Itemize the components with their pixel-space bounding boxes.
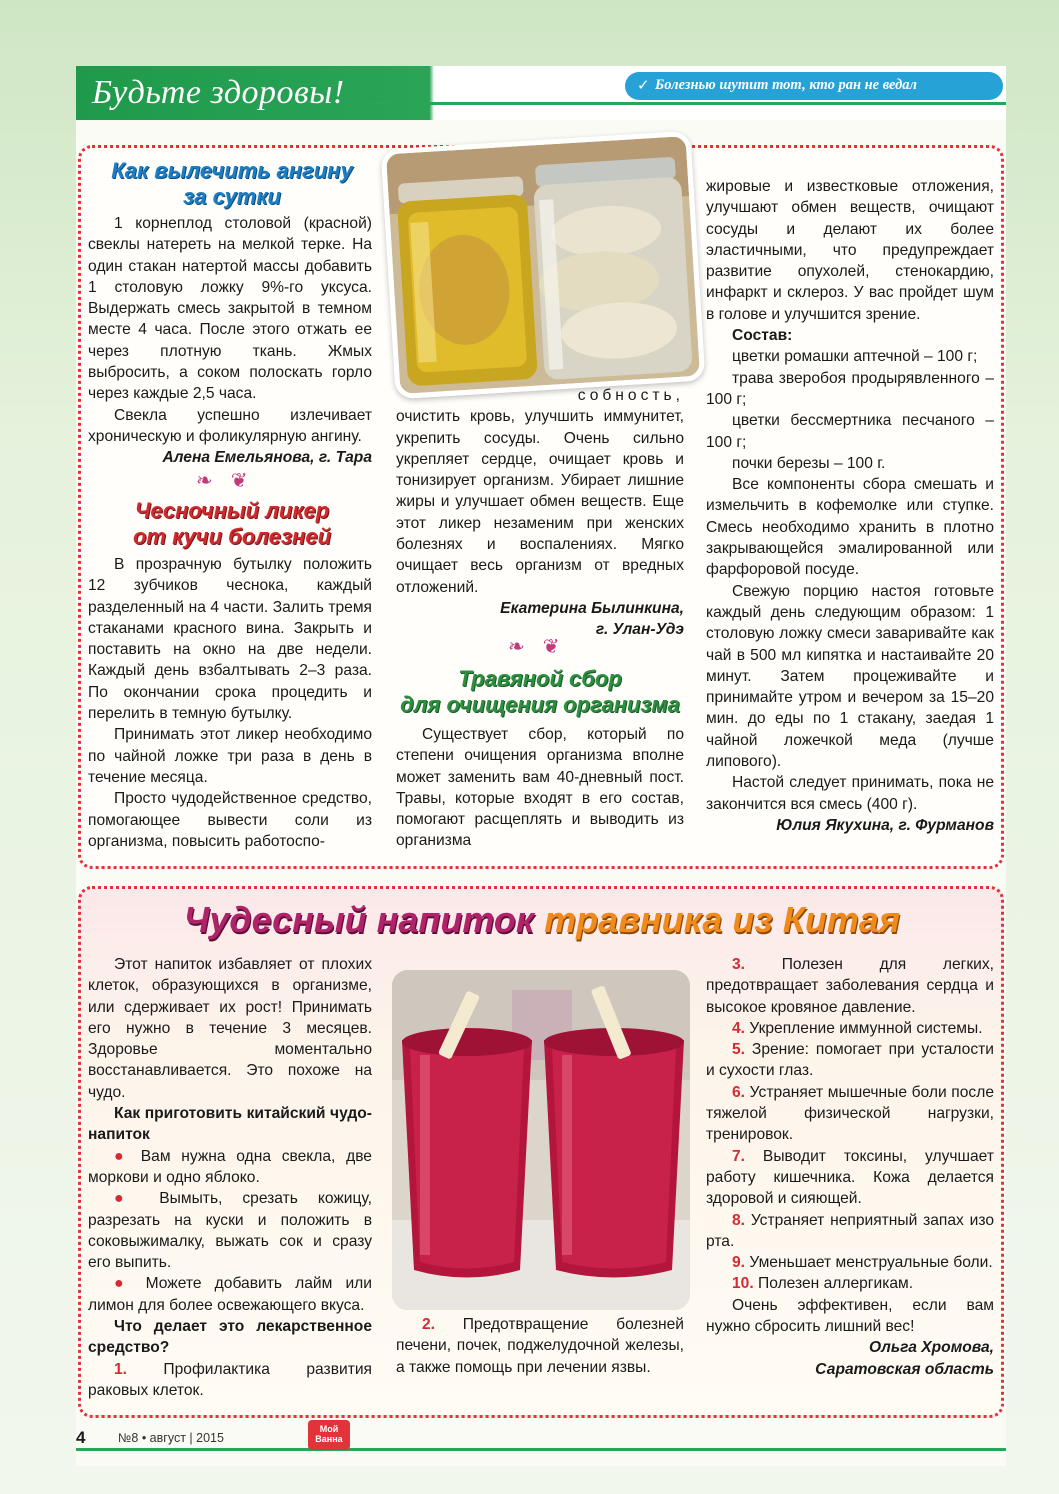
article1-paragraph: 1 корнеплод столовой (красной) свеклы натереть на мелкой терке. На один стакан натертой массы добавить 1 столовую ложку 9%-го уксуса. Выдержать смесь закрытой в темном месте 4 часа. После этого отжать ее через плотную ткань. Жмых выбросить, а соком полоскать горло через каждые 2,5 часа. <box>88 215 372 403</box>
article1-signature: Алена Емельянова, г. Тара <box>162 449 372 467</box>
list-text: Устраняет неприятный запах изо рта. <box>706 1211 994 1250</box>
article4-subheading: Что делает это лекарственное средство? <box>88 1318 372 1357</box>
list-number: 10. <box>732 1275 754 1293</box>
article1-title <box>92 158 372 210</box>
article4-list-item <box>706 954 994 1018</box>
list-text: Устраняет мышечные боли после тяжелой физической нагрузки, тренировок. <box>706 1083 994 1144</box>
article4-signature-region: Саратовская область <box>815 1360 994 1378</box>
article2-continuation: собность, <box>577 387 684 404</box>
section-title: Будьте здоровы! <box>92 74 345 111</box>
article2-signature-name: Екатерина Былинкина, <box>500 599 684 617</box>
bullet-dot-icon: ● <box>114 1147 131 1165</box>
article4-bullet <box>88 1146 372 1189</box>
logo-line1: Мой <box>319 1424 339 1434</box>
article4-bullet-text: Вам нужна одна свекла, две моркови и одно яблоко. <box>88 1147 372 1186</box>
list-number: 5. <box>732 1041 746 1059</box>
article3-ingredient: цветки бессмертника песчаного – 100 г; <box>706 412 994 451</box>
article3-ingredient: почки березы – 100 г. <box>732 454 886 472</box>
list-text: Полезен аллергикам. <box>758 1275 914 1293</box>
article4-body-col2 <box>396 1314 684 1378</box>
article2-body-col1 <box>88 554 372 852</box>
article4-list-item <box>706 1252 994 1273</box>
jars-illustration <box>386 136 700 394</box>
article4-paragraph: Этот напиток избавляет от плохих клеток, образующихся в организме, или сдерживает их рост! Принимать его нужно в течение 3 месяцев. Здоровье моментально восстанавливается. Это похоже на чудо. <box>88 956 372 1101</box>
article3-paragraph: Существует сбор, который по степени очищения организма вполне может заменить вам 40-дневный пост. Травы, которые входят в его состав, помогают расщеплять и выводить из организма <box>396 726 684 850</box>
list-text: Зрение: помогает при усталости и сухости глаз. <box>706 1041 994 1080</box>
juice-illustration <box>392 970 690 1310</box>
article3-body-col3 <box>706 176 994 836</box>
article4-bullet-text: Можете добавить лайм или лимон для более освежающего вкуса. <box>88 1275 372 1314</box>
article2-paragraph: В прозрачную бутылку положить 12 зубчиков чеснока, каждый разделенный на 4 части. Залить тремя стаканами красного вина. Закрыть и поставить на окно на две недели. Каждый день взбалтывать 2–3 раза. По окончании срока процедить и перелить в темную бутылку. <box>88 556 372 723</box>
article2-paragraph: очистить кровь, улучшить иммунитет, укрепить сосуды. Очень сильно укрепляет сердце, очищает кровь и тонизирует организм. Убирает лишние жиры и улучшает обмен веществ. Еще этот ликер незаменим при женских болезнях и воспалениях. Мягко очищает весь организм от вредных отложений. <box>396 408 684 596</box>
article3-paragraph: жировые и известковые отложения, улучшают обмен веществ, очищают сосуды и делают их более эластичными, что предупреждает развитие опухолей, стенокардию, инфаркт и склероз. У вас пройдет шум в голове и улучшится зрение. <box>706 178 994 323</box>
article4-bullet-text: Вымыть, срезать кожицу, разрезать на куски и положить в соковыжималку, выжать сок и сразу его выпить. <box>88 1190 372 1272</box>
leaf-ornament-icon: ❧❦ <box>508 636 578 658</box>
page-number: 4 <box>76 1428 86 1447</box>
list-number: 3. <box>732 956 746 973</box>
logo-line2: Ванна <box>315 1434 343 1444</box>
bullet-dot-icon: ● <box>114 1275 133 1293</box>
article3-paragraph: Все компоненты сбора смешать и измельчить в кофемолке или ступке. Смесь необходимо хранить в плотно закрывающейся эмалированной или фарфоровой посуде. <box>706 476 994 579</box>
bullet-dot-icon: ● <box>114 1190 140 1208</box>
article2-paragraph: Просто чудодейственное средство, помогающее вывести соли из организма, повысить работоспо- <box>88 790 372 850</box>
header-tagline-pill <box>625 72 1003 100</box>
article3-title-line1: Травяной сбор <box>458 666 622 691</box>
article4-paragraph: Очень эффективен, если вам нужно сбросить лишний вес! <box>706 1296 994 1336</box>
article4-list-item <box>706 1273 994 1294</box>
list-text: Укрепление иммунной системы. <box>749 1019 983 1037</box>
article4-title-part1: Чудесный напиток <box>183 899 535 940</box>
article4-body-col3 <box>706 954 994 1380</box>
article3-paragraph: Свежую порцию настоя готовьте каждый день следующим образом: 1 столовую ложку смеси заваривайте как чай в 500 мл кипятка и настаивайте 20 минут. Затем процеживайте и принимайте утром и вечером за 15–20 мин. до еды по 1 стакану, заедая 1 чайной ложечкой меда (лучше липового). <box>706 582 994 771</box>
list-text: Полезен для легких, предотвращает заболевания сердца и высокое кровяное давление. <box>706 956 994 1016</box>
list-text: Профилактика развития раковых клеток. <box>88 1360 372 1399</box>
list-number: 6. <box>732 1083 746 1101</box>
article3-title <box>396 666 684 718</box>
article4-signature-name: Ольга Хромова, <box>869 1339 994 1357</box>
article4-list-item <box>706 1018 994 1039</box>
article4-list-item <box>706 1039 994 1082</box>
list-text: Уменьшает менструальные боли. <box>749 1254 993 1272</box>
header-tagline: Болезнью шутит тот, кто ран не ведал <box>655 77 917 93</box>
article1-paragraph: Свекла успешно излечивает хроническую и фоликулярную ангину. <box>88 406 372 445</box>
footer-rule <box>76 1448 1006 1451</box>
article3-signature: Юлия Якухина, г. Фурманов <box>776 816 994 834</box>
list-number: 8. <box>732 1211 746 1229</box>
article4-list-item <box>396 1314 684 1378</box>
article3-paragraph: Настой следует принимать, пока не закончится вся смесь (400 г). <box>706 774 994 813</box>
article1-body <box>88 213 372 469</box>
list-text: Предотвращение болезней печени, почек, поджелудочной железы, а также помощь при лечении язвы. <box>396 1316 684 1376</box>
article2-body-col2 <box>396 385 684 641</box>
juice-photo <box>392 970 690 1310</box>
issue-info: №8 • август | 2015 <box>118 1431 224 1445</box>
magazine-logo <box>308 1420 350 1450</box>
article1-title-line2: за сутки <box>183 184 281 209</box>
list-number: 1. <box>114 1360 128 1378</box>
article3-ingredient: цветки ромашки аптечной – 100 г; <box>732 348 978 366</box>
article2-title <box>92 498 372 550</box>
jars-photo <box>381 131 706 399</box>
article3-composition-label: Состав: <box>732 327 793 345</box>
article2-title-line1: Чесночный ликер <box>134 498 330 523</box>
header-rule <box>370 102 1006 105</box>
article4-list-item <box>706 1082 994 1146</box>
article4-body-col1 <box>88 954 372 1401</box>
article2-paragraph: Принимать этот ликер необходимо по чайной ложке три раза в день в течение месяца. <box>88 726 372 786</box>
list-text: Выводит токсины, улучшает работу кишечника. Кожа делается здоровой и сияющей. <box>706 1147 994 1208</box>
article3-body-col2 <box>396 724 684 852</box>
leaf-ornament-icon: ❧❦ <box>196 470 266 492</box>
article4-list-item <box>706 1210 994 1253</box>
article4-subheading: Как приготовить китайский чудо-напиток <box>88 1105 372 1144</box>
article3-ingredient: трава зверобоя продырявленного – 100 г; <box>706 369 994 408</box>
article3-title-line2: для очищения организма <box>400 692 680 717</box>
check-icon: ✓ <box>637 77 650 94</box>
list-number: 4. <box>732 1019 746 1037</box>
article4-title-part2: травника из Китая <box>544 899 901 940</box>
list-number: 7. <box>732 1147 746 1165</box>
article1-title-line1: Как вылечить ангину <box>111 158 353 183</box>
article2-title-line2: от кучи болезней <box>132 524 332 549</box>
article4-title <box>82 898 1002 942</box>
article4-list-item <box>88 1359 372 1402</box>
article4-bullet <box>88 1188 372 1273</box>
article4-list-item <box>706 1146 994 1210</box>
article4-bullet <box>88 1273 372 1316</box>
list-number: 2. <box>422 1316 436 1333</box>
article2-signature-city: г. Улан-Удэ <box>595 621 684 639</box>
list-number: 9. <box>732 1254 746 1272</box>
